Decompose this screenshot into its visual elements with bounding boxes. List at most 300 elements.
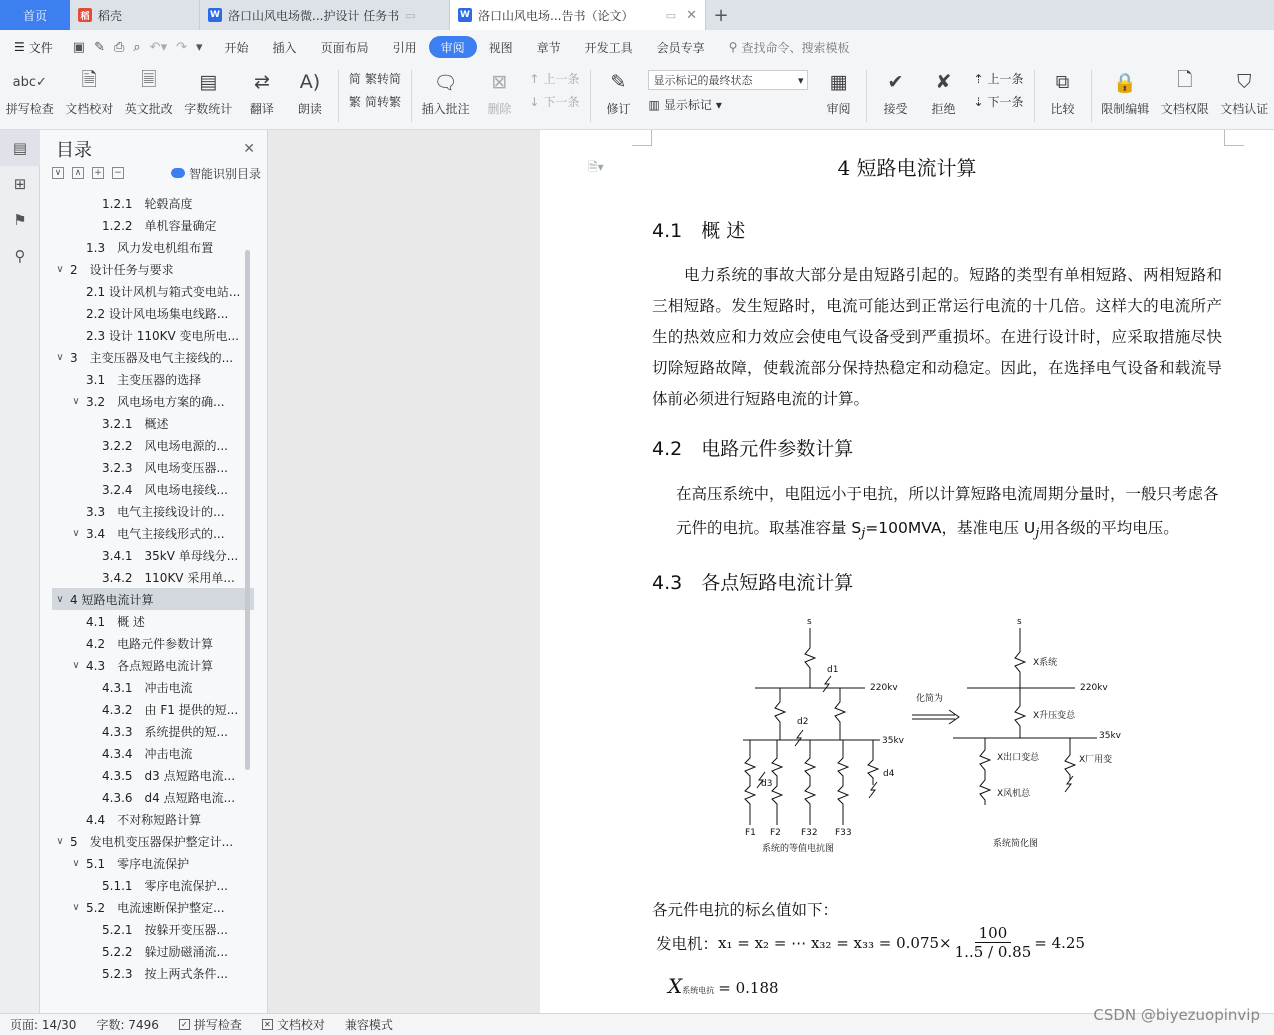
label-220kv-left: 220kv [870, 683, 898, 693]
restrict-edit-label: 限制编辑 [1101, 102, 1150, 116]
label-x-step-up: X升压变总 [1033, 711, 1076, 721]
search-icon: ⚲ [728, 40, 738, 54]
word-count-label: 字数统计 [184, 102, 233, 116]
toc-item[interactable] [52, 324, 254, 346]
toc-item-label: 3.1 主变压器的选择 [86, 372, 202, 387]
show-markup-icon: ▥ [648, 97, 660, 112]
chevron-down-icon[interactable]: ∨ [56, 835, 64, 847]
fraction-numerator: 100 [975, 924, 1012, 943]
prev-change-label: 上一条 [987, 72, 1024, 86]
english-correct-icon: 🗏 [141, 69, 157, 91]
toc-item-label: 4.3.4 冲击电流 [102, 746, 193, 761]
chevron-down-icon[interactable]: ∨ [56, 593, 64, 605]
toc-pane [40, 130, 268, 1013]
status-bar [0, 1013, 1274, 1035]
toc-item[interactable] [52, 742, 254, 764]
ribbon-separator [1091, 70, 1092, 122]
toc-item-label: 1.2.2 单机容量确定 [102, 218, 217, 233]
trad-to-simp-label: 繁转简 [364, 72, 401, 86]
page-corner-mark [632, 130, 652, 146]
show-markup-button[interactable] [648, 96, 808, 113]
chevron-down-icon[interactable]: ∨ [72, 857, 80, 869]
toc-title: 目录 [56, 140, 92, 161]
toc-item[interactable] [52, 962, 254, 984]
delete-comment-button[interactable] [475, 68, 523, 117]
doc-proof-status[interactable] [252, 1016, 335, 1033]
save-icon[interactable]: ▣ [72, 39, 86, 55]
menu-view[interactable]: 视图 [488, 40, 513, 55]
file-menu-label: 文件 [28, 40, 53, 55]
toc-item[interactable] [52, 302, 254, 324]
toc-item[interactable] [52, 830, 254, 852]
toc-header [40, 130, 267, 162]
track-changes-button[interactable] [594, 68, 642, 117]
watermark: CSDN @biyezuopinvip [1093, 1006, 1260, 1024]
toc-item-label: 3.2.4 风电场电接线... [102, 482, 228, 497]
chevron-down-icon[interactable]: ∨ [72, 395, 80, 407]
quick-access-toolbar [63, 40, 213, 55]
toc-toolbar [40, 162, 267, 184]
command-search[interactable] [717, 39, 850, 56]
toc-item[interactable] [52, 654, 254, 676]
menu-member[interactable]: 会员专享 [656, 40, 705, 55]
prev-icon: ⇡ [973, 71, 984, 86]
toc-item[interactable] [52, 214, 254, 236]
right-diagram-caption: 系统简化图 [993, 839, 1039, 849]
label-d4: d4 [883, 769, 895, 779]
tab-docer[interactable] [70, 0, 200, 30]
toc-item-label: 5.2.1 按躲开变压器... [102, 922, 228, 937]
fraction [955, 924, 1032, 961]
toc-item[interactable] [52, 720, 254, 742]
menu-layout[interactable]: 页面布局 [320, 40, 369, 55]
compare-icon: ⧉ [1055, 71, 1070, 93]
generator-formula [656, 924, 1085, 961]
toc-item-label: 5.2.2 躲过励磁涌流... [102, 944, 228, 959]
toc-item-label: 3.4.2 110KV 采用单... [102, 570, 235, 585]
tab-label: 洛口山风电场微...护设计 任务书 [228, 8, 400, 23]
trad-to-simp-button[interactable] [349, 70, 401, 87]
chevron-down-icon[interactable]: ∨ [56, 351, 64, 363]
paragraph-options-icon[interactable]: 🗎▾ [588, 160, 604, 174]
toc-item[interactable] [52, 676, 254, 698]
toc-item[interactable] [52, 874, 254, 896]
page-indicator-label: 页面: 14/30 [10, 1018, 77, 1032]
tab-thesis-doc[interactable] [450, 0, 706, 30]
chevron-down-icon: ▾ [715, 97, 722, 112]
toc-item[interactable] [52, 192, 254, 214]
expand-icon[interactable]: ∨ [52, 167, 64, 179]
toc-item-label: 4.3.2 由 F1 提供的短... [102, 702, 239, 717]
label-x-system: X系统 [1033, 658, 1058, 668]
comment-delete-icon: ⊠ [491, 71, 508, 93]
chevron-down-icon[interactable]: ∨ [72, 901, 80, 913]
document-area [268, 130, 1274, 1013]
subscript-j: j [1035, 526, 1040, 542]
toc-item-label: 2.1 设计风机与箱式变电站... [86, 284, 241, 299]
toc-item[interactable] [52, 632, 254, 654]
transformer-right [835, 688, 845, 740]
smart-toc-label: 智能识别目录 [188, 166, 261, 181]
toc-item-label: 4.3.3 系统提供的短... [102, 724, 228, 739]
label-d3: d3 [761, 779, 773, 789]
doc-permission-label: 文档权限 [1160, 102, 1209, 116]
compat-mode-label: 兼容模式 [344, 1018, 393, 1032]
system-reactance-simplified [1015, 628, 1025, 688]
menu-references[interactable]: 引用 [392, 40, 417, 55]
show-markup-label: 显示标记 [663, 98, 712, 112]
chevron-down-icon[interactable]: ∨ [72, 527, 80, 539]
label-simplify: 化简为 [916, 694, 944, 704]
toc-item-label: 4.4 不对称短路计算 [86, 812, 202, 827]
word-count-icon: ▤ [199, 71, 218, 93]
compat-mode [335, 1016, 403, 1033]
toc-item-label: 2.2 设计风电场集电线路... [86, 306, 229, 321]
reject-button[interactable] [919, 68, 967, 117]
plant-transformer [868, 740, 878, 785]
left-diagram-caption: 系统的等值电抗图 [762, 844, 835, 854]
bookmark-icon[interactable]: ⚑ [13, 211, 27, 229]
plant-reactance [1065, 738, 1075, 780]
reject-label: 拒绝 [931, 102, 956, 116]
toc-item[interactable] [52, 368, 254, 390]
toc-item[interactable] [52, 236, 254, 258]
chevron-down-icon[interactable]: ∨ [72, 659, 80, 671]
toc-item[interactable] [52, 808, 254, 830]
insert-comment-button[interactable] [416, 68, 475, 117]
paragraph-params [676, 477, 1222, 551]
fault-d2-mark [795, 730, 803, 746]
remove-icon[interactable]: − [112, 167, 124, 179]
simp-to-trad-label: 简转繁 [364, 95, 401, 109]
label-d2: d2 [797, 717, 809, 727]
doc-proof-button[interactable] [59, 68, 118, 117]
menu-insert[interactable]: 插入 [272, 40, 297, 55]
x-symbol: X [668, 974, 683, 998]
section-heading-4-3: 4.3 各点短路电流计算 [652, 572, 854, 594]
feeder-f33 [838, 740, 848, 825]
next-icon: ⇣ [973, 94, 984, 109]
translate-label: 翻译 [249, 102, 274, 116]
toc-item-label: 3.4.1 35kV 单母线分... [102, 548, 239, 563]
read-aloud-icon: A) [299, 71, 321, 93]
toc-item[interactable] [52, 764, 254, 786]
tab-label: 稻壳 [98, 8, 123, 23]
ribbon-separator [1034, 70, 1035, 122]
smart-icon [171, 168, 185, 178]
toc-item[interactable] [52, 412, 254, 434]
generator-result: = 4.25 [1034, 933, 1086, 952]
params-text-1: 在高压系统中，电阻远小于电抗，所以计算短路电流周期分量时，一般只考虑各元件的电抗。取基准容量 S [676, 485, 1219, 537]
x-subscript: 系统电抗 [682, 986, 715, 995]
search-icon[interactable]: ⚲ [14, 247, 26, 265]
toc-item[interactable] [52, 566, 254, 588]
section-heading-4-2: 4.2 电路元件参数计算 [652, 438, 854, 460]
convert-group [343, 68, 407, 112]
reject-icon: ✘ [935, 71, 952, 93]
chapter-heading: 4 短路电流计算 [837, 156, 977, 180]
values-intro: 各元件电抗的标幺值如下： [652, 901, 839, 919]
reactance-diagram [735, 610, 1135, 860]
label-f2: F2 [770, 828, 781, 838]
page-corner-mark [1224, 130, 1244, 146]
label-s-right: s [1017, 617, 1022, 627]
label-d1: d1 [827, 665, 839, 675]
tab-preview-icon[interactable]: ▭ [405, 8, 416, 22]
system-reactance-value: = 0.188 [718, 979, 779, 997]
read-aloud-button[interactable] [286, 68, 334, 117]
markup-select[interactable] [648, 70, 808, 90]
toc-item[interactable] [52, 786, 254, 808]
doc-certify-label: 文档认证 [1220, 102, 1269, 116]
toc-pane-icon[interactable]: ▤ [0, 130, 40, 166]
markup-select-value: 显示标记的最终状态 [653, 74, 753, 87]
ribbon-separator [338, 70, 339, 122]
toc-item-label: 5 发电机变压器保护整定计... [70, 834, 234, 849]
convert-icon: 简 [348, 72, 361, 86]
restrict-edit-button[interactable] [1096, 68, 1155, 117]
docer-icon: 稻 [78, 8, 92, 22]
command-search-label: 查找命令、搜索模板 [741, 40, 850, 55]
document-page[interactable] [540, 130, 1274, 1013]
word-count[interactable] [86, 1016, 168, 1033]
label-35kv-left: 35kv [882, 736, 904, 746]
doc-proof-status-label: 文档校对 [276, 1018, 325, 1032]
label-x-outlet: X出口变总 [997, 753, 1040, 763]
label-f1: F1 [745, 828, 756, 838]
prev-comment-button[interactable] [529, 70, 579, 87]
doc-permission-button[interactable] [1155, 68, 1214, 117]
chevron-down-icon: ▾ [797, 73, 804, 87]
comment-add-icon: 🗨 [433, 71, 458, 94]
toc-item-label: 4.3.5 d3 点短路电流... [102, 768, 236, 783]
menu-home[interactable]: 开始 [224, 40, 249, 55]
toc-item[interactable] [52, 434, 254, 456]
nav-icon-strip [0, 130, 40, 1013]
toc-item[interactable] [52, 280, 254, 302]
spell-check-status-label: 拼写检查 [193, 1018, 242, 1032]
transformer-left [775, 688, 785, 740]
prev-icon: ↑ [529, 71, 540, 86]
toc-item[interactable] [52, 258, 254, 280]
page-indicator[interactable] [0, 1016, 86, 1033]
fault-d4-simplified-mark [1065, 776, 1073, 792]
step-up-reactance [1015, 688, 1025, 738]
track-changes-label: 修订 [606, 102, 631, 116]
toc-item[interactable] [52, 478, 254, 500]
certify-icon: ⛉ [1237, 71, 1252, 93]
toc-item[interactable] [52, 588, 254, 610]
label-f32: F32 [801, 828, 818, 838]
toc-item-label: 3.2.2 风电场电源的... [102, 438, 228, 453]
tab-bar [0, 0, 1274, 30]
accept-button[interactable] [871, 68, 919, 117]
outlet-wind-reactance [980, 738, 990, 805]
markup-group [642, 68, 814, 115]
toc-item-label: 5.1.1 零序电流保护... [102, 878, 228, 893]
spell-check-status[interactable] [169, 1016, 252, 1033]
permission-icon: 🗋 [1177, 69, 1193, 91]
toc-list [52, 192, 254, 1004]
paragraph-overview: 电力系统的事故大部分是由短路引起的。短路的类型有单相短路、两相短路和三相短路。发生短路时，电流可能达到正常运行电流的十几倍。这样大的电流所产生的热效应和力效应会使电气设备受到严重损坏。在进行设计时，应采取措施尽快切除短路故障，使载流部分保持热稳定和动稳定。因此，在选择电气设备和载流导体前必须进行短路电流的计算。 [652, 266, 1222, 408]
toc-item[interactable] [52, 346, 254, 368]
word-count-button[interactable] [178, 68, 237, 117]
translate-button[interactable] [238, 68, 286, 117]
toc-item-label: 4 短路电流计算 [70, 592, 154, 607]
change-nav-group [967, 68, 1029, 112]
label-35kv-right: 35kv [1099, 731, 1121, 741]
doc-proof-icon: 🗎 [81, 69, 97, 91]
tab-label: 洛口山风电场...告书（论文） [478, 8, 634, 23]
review-ribbon [0, 64, 1274, 130]
label-f33: F33 [835, 828, 852, 838]
format-painter-icon[interactable]: ✎ [94, 39, 105, 55]
checkbox-icon: ✓ [179, 1019, 190, 1030]
tab-task-doc[interactable] [200, 0, 450, 30]
spell-check-button[interactable] [0, 68, 59, 117]
next-comment-button[interactable] [529, 93, 579, 110]
spell-check-icon: abc✓ [12, 74, 47, 90]
review-pane-label: 审阅 [826, 102, 851, 116]
simp-to-trad-button[interactable] [349, 93, 401, 110]
fault-d1-mark [823, 676, 831, 692]
toc-item[interactable] [52, 522, 254, 544]
toc-item-label: 2.3 设计 110KV 变电所电... [86, 328, 239, 343]
insert-comment-label: 插入批注 [421, 102, 470, 116]
toc-item-label: 1.2.1 轮毂高度 [102, 196, 193, 211]
feeder-f32 [805, 740, 815, 825]
doc-certify-button[interactable] [1214, 68, 1273, 117]
next-comment-label: 下一条 [543, 95, 580, 109]
section-heading-4-1: 4.1 概 述 [652, 220, 746, 242]
review-pane-icon: ▦ [829, 71, 848, 93]
menu-bar [0, 30, 1274, 64]
toc-item-label: 4.2 电路元件参数计算 [86, 636, 214, 651]
fraction-denominator: 1..5 / 0.85 [954, 943, 1032, 961]
toc-item[interactable] [52, 390, 254, 412]
customize-icon[interactable]: ▾ [196, 39, 203, 55]
next-icon: ↓ [529, 94, 540, 109]
hamburger-icon: ☰ [14, 40, 25, 54]
toc-item-label: 4.3.6 d4 点短路电流... [102, 790, 236, 805]
label-s-left: s [807, 617, 812, 627]
toc-item[interactable] [52, 940, 254, 962]
label-x-wind: X风机总 [997, 789, 1031, 799]
next-change-button[interactable] [973, 93, 1023, 110]
toc-item[interactable] [52, 896, 254, 918]
menu-developer[interactable]: 开发工具 [584, 40, 633, 55]
close-icon[interactable]: ✕ [686, 7, 697, 23]
toc-scrollbar[interactable] [245, 250, 250, 770]
toc-item[interactable] [52, 918, 254, 940]
chapter-pane-icon[interactable]: ⊞ [13, 175, 27, 193]
proof-icon: ✕ [262, 1019, 273, 1030]
simplify-arrow-head [949, 710, 959, 724]
toc-item[interactable] [52, 500, 254, 522]
next-change-label: 下一条 [987, 95, 1024, 109]
compare-button[interactable] [1039, 68, 1087, 117]
tab-preview-icon[interactable]: ▭ [665, 8, 677, 22]
accept-icon: ✔ [887, 71, 904, 93]
english-correct-button[interactable] [119, 68, 178, 117]
toc-item-label: 3.2 风电场电方案的确... [86, 394, 225, 409]
toc-item-label: 3.2.1 概述 [102, 416, 169, 431]
generator-label: 发电机： [656, 934, 719, 953]
word-count-label: 字数: 7496 [96, 1018, 159, 1032]
redo-icon[interactable]: ↷ [176, 39, 187, 55]
print-preview-icon[interactable]: ⌕ [133, 39, 141, 55]
track-changes-icon: ✎ [610, 71, 627, 93]
word-doc-icon: W [458, 8, 472, 22]
add-icon[interactable]: + [92, 167, 104, 179]
menu-review[interactable]: 审阅 [429, 36, 477, 58]
subscript-j: j [861, 526, 866, 542]
params-text-2: =100MVA，基准电压 U [865, 519, 1036, 537]
spell-check-label: 拼写检查 [5, 102, 54, 116]
print-icon[interactable]: ⎙ [113, 39, 125, 55]
convert-icon: 繁 [348, 95, 361, 109]
prev-change-button[interactable] [973, 70, 1023, 87]
smart-toc-button[interactable] [171, 165, 261, 182]
prev-comment-label: 上一条 [543, 72, 580, 86]
translate-icon: ⇄ [253, 71, 270, 93]
toc-item-label: 5.1 零序电流保护 [86, 856, 190, 871]
label-x-plant: X厂用变 [1079, 755, 1113, 765]
toc-item-label: 4.1 概 述 [86, 614, 145, 629]
system-reactance-formula [668, 974, 779, 998]
feeder-f2 [772, 740, 782, 825]
toc-item[interactable] [52, 456, 254, 478]
toc-item-label: 1.3 风力发电机组布置 [86, 240, 214, 255]
compare-label: 比较 [1050, 102, 1075, 116]
toc-item[interactable] [52, 544, 254, 566]
read-aloud-label: 朗读 [297, 102, 322, 116]
new-tab-button[interactable]: + [713, 4, 729, 26]
toc-item[interactable] [52, 852, 254, 874]
collapse-icon[interactable]: ∧ [72, 167, 84, 179]
toc-item-label: 2 设计任务与要求 [70, 262, 174, 277]
lock-icon: 🔒 [1113, 71, 1138, 94]
delete-comment-label: 删除 [487, 102, 512, 116]
toc-item-label: 5.2.3 按上两式条件... [102, 966, 228, 981]
ribbon-separator [411, 70, 412, 122]
toc-item[interactable] [52, 698, 254, 720]
toc-item-label: 5.2 电流速断保护整定... [86, 900, 225, 915]
file-menu[interactable] [0, 39, 63, 56]
toc-item-label: 3.2.3 风电场变压器... [102, 460, 228, 475]
word-doc-icon: W [208, 8, 222, 22]
ribbon-separator [866, 70, 867, 122]
feeder-f1 [745, 740, 755, 825]
menu-section[interactable]: 章节 [536, 40, 561, 55]
review-pane-button[interactable] [814, 68, 862, 117]
toc-item[interactable] [52, 610, 254, 632]
params-text-3: 用各级的平均电压。 [1039, 519, 1179, 537]
toc-item-label: 4.3.1 冲击电流 [102, 680, 193, 695]
tab-home[interactable]: 首页 [0, 0, 70, 30]
doc-proof-label: 文档校对 [65, 102, 114, 116]
close-icon[interactable]: ✕ [243, 141, 255, 157]
undo-icon[interactable]: ↶▾ [149, 39, 168, 55]
label-220kv-right: 220kv [1080, 683, 1108, 693]
generator-expression: x₁ = x₂ = ⋯ x₃₂ = x₃₃ = 0.075× [718, 933, 952, 952]
chevron-down-icon[interactable]: ∨ [56, 263, 64, 275]
english-correct-label: 英文批改 [124, 102, 173, 116]
toc-item-label: 3 主变压器及电气主接线的... [70, 350, 234, 365]
toc-item-label: 4.3 各点短路电流计算 [86, 658, 214, 673]
accept-label: 接受 [883, 102, 908, 116]
ribbon-separator [590, 70, 591, 122]
